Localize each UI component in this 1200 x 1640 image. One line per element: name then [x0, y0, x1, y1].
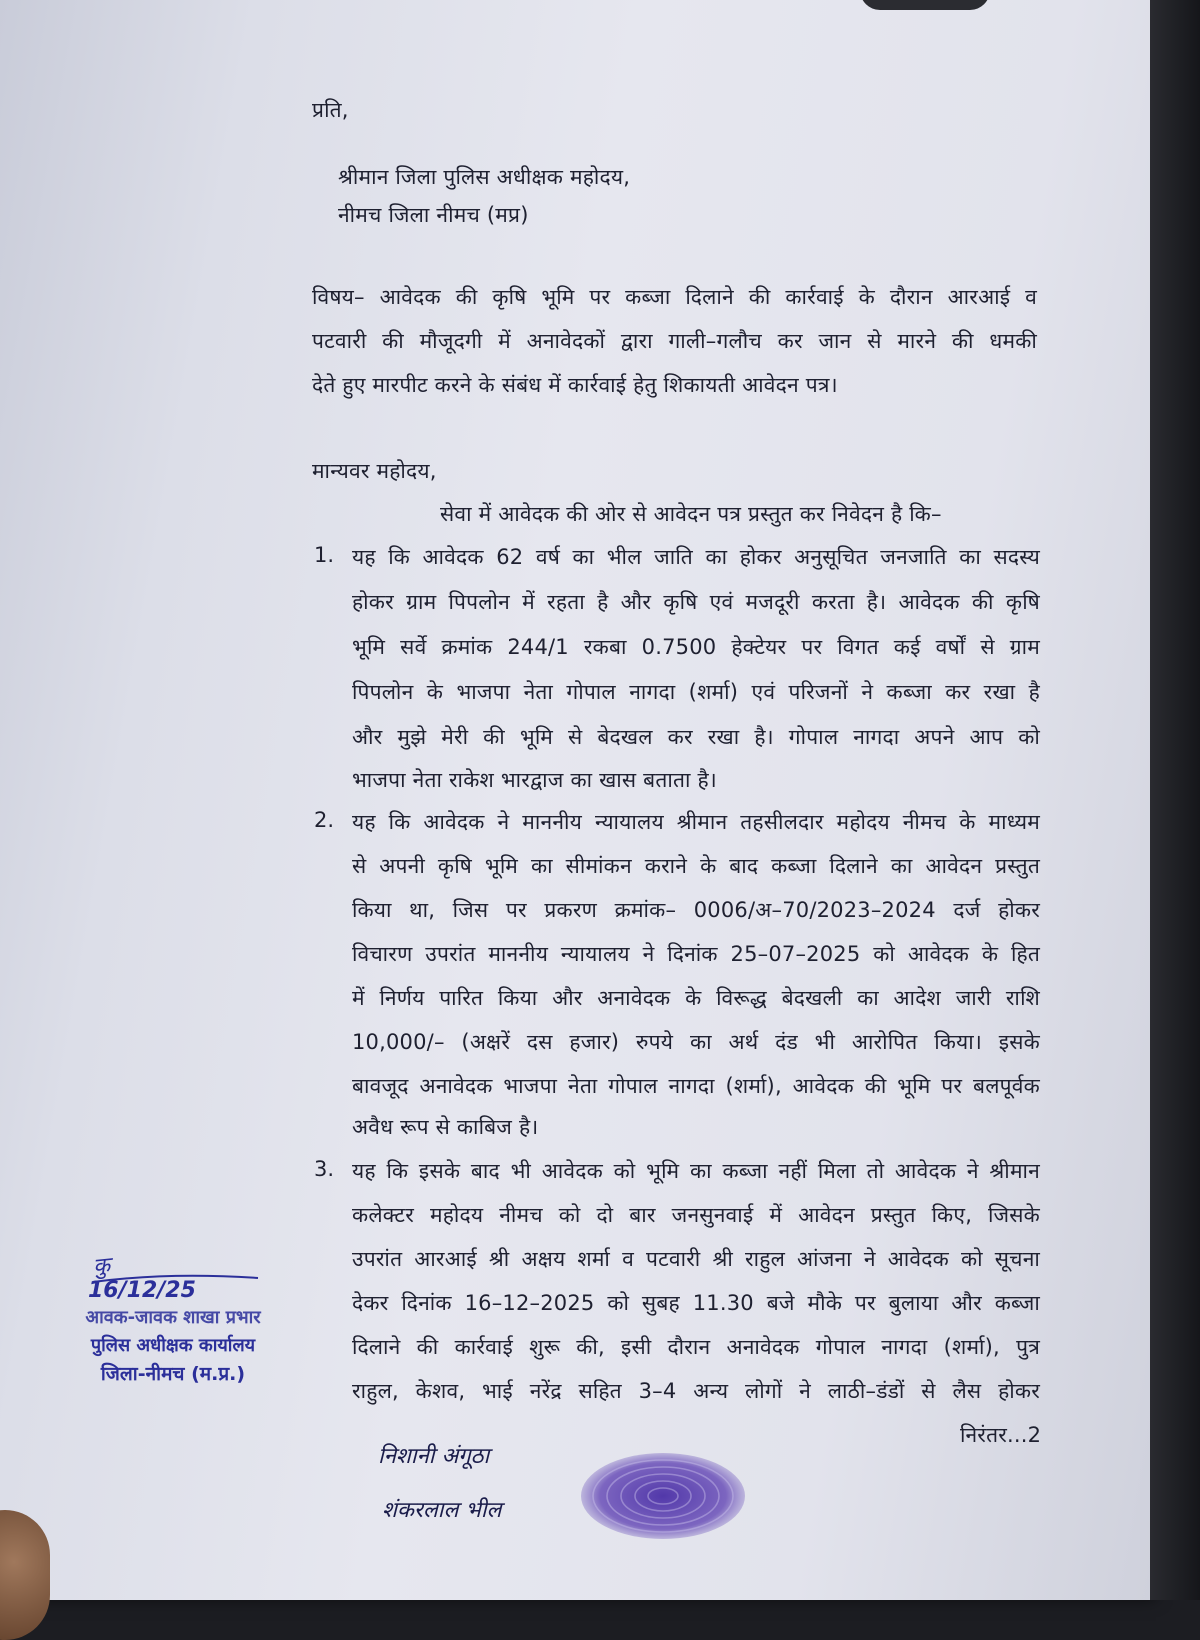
addressee-line-2: नीमच जिला नीमच (मप्र) [338, 203, 529, 227]
greeting: मान्यवर महोदय, [312, 459, 437, 483]
subject-line-1: विषय– आवेदक की कृषि भूमि पर कब्जा दिलाने की कार्रवाई के दौरान आरआई व [312, 285, 1037, 309]
point-3-line: उपरांत आरआई श्री अक्षय शर्मा व पटवारी श्री राहुल आंजना ने आवेदक को सूचना [352, 1247, 1040, 1271]
point-3-number: 3. [314, 1157, 335, 1181]
point-3-line: राहुल, केशव, भाई नरेंद्र सहित 3–4 अन्य लोगों ने लाठी–डंडों से लैस होकर [352, 1379, 1040, 1403]
stamp-line-3: जिला-नीमच (म.प्र.) [100, 1363, 246, 1385]
point-2-line: अवैध रूप से काबिज है। [352, 1115, 539, 1139]
background-edge [1150, 0, 1200, 1600]
point-1-line: यह कि आवेदक 62 वर्ष का भील जाति का होकर अनुसूचित जनजाति का सदस्य [352, 545, 1040, 569]
thumbprint-icon [578, 1450, 748, 1542]
signature-line-1: निशानी अंगूठा [378, 1444, 490, 1469]
point-2-line: यह कि आवेदक ने माननीय न्यायालय श्रीमान तहसीलदार महोदय नीमच के माध्यम [352, 810, 1040, 834]
point-2-line: में निर्णय पारित किया और अनावेदक के विरूद्ध बेदखली का आदेश जारी राशि [352, 986, 1040, 1010]
signature-line-2: शंकरलाल भील [382, 1498, 502, 1523]
stamp-line-1: आवक-जावक शाखा प्रभार [85, 1307, 261, 1328]
point-3-line: कलेक्टर महोदय नीमच को दो बार जनसुनवाई में आवेदन प्रस्तुत किए, जिसके [352, 1203, 1040, 1227]
point-1-line: होकर ग्राम पिपलोन में रहता है और कृषि एवं मजदूरी करता है। आवेदक की कृषि [352, 590, 1040, 614]
point-2-line: 10,000/– (अक्षरें दस हजार) रुपये का अर्थ दंड भी आरोपित किया। इसके [352, 1030, 1040, 1054]
intro-line: सेवा में आवेदक की ओर से आवेदन पत्र प्रस्तुत कर निवेदन है कि– [440, 502, 942, 526]
point-3-line: दिलाने की कार्रवाई शुरू की, इसी दौरान अनावेदक गोपाल नागदा (शर्मा), पुत्र [352, 1335, 1040, 1359]
point-2-line: विचारण उपरांत माननीय न्यायालय ने दिनांक 25–07–2025 को आवेदक के हित [352, 942, 1040, 966]
salutation-to: प्रति, [312, 98, 349, 122]
point-1-line: और मुझे मेरी की भूमि से बेदखल कर रखा है। गोपाल नागदा अपने आप को [352, 725, 1040, 749]
receipt-stamp [38, 1250, 308, 1400]
subject-line-3: देते हुए मारपीट करने के संबंध में कार्रवाई हेतु शिकायती आवेदन पत्र। [312, 373, 838, 397]
point-1-number: 1. [314, 543, 335, 567]
finger [0, 1510, 50, 1640]
point-2-line: किया था, जिस पर प्रकरण क्रमांक– 0006/अ–70/2023–2024 दर्ज होकर [352, 898, 1040, 922]
point-1-line: भूमि सर्वे क्रमांक 244/1 रकबा 0.7500 हेक्टेयर पर विगत कई वर्षों से ग्राम [352, 635, 1040, 659]
addressee-line-1: श्रीमान जिला पुलिस अधीक्षक महोदय, [338, 165, 631, 189]
point-3-line: देकर दिनांक 16–12–2025 को सुबह 11.30 बजे मौके पर बुलाया और कब्जा [352, 1291, 1040, 1315]
stamp-initial: कु [91, 1253, 112, 1280]
background-object [860, 0, 990, 10]
point-3-line: यह कि इसके बाद भी आवेदक को भूमि का कब्जा नहीं मिला तो आवेदक ने श्रीमान [352, 1159, 1040, 1183]
continued-note: निरंतर...2 [960, 1423, 1042, 1447]
point-2-line: से अपनी कृषि भूमि का सीमांकन कराने के बाद कब्जा दिलाने का आवेदन प्रस्तुत [352, 854, 1040, 878]
point-1-line: पिपलोन के भाजपा नेता गोपाल नागदा (शर्मा) एवं परिजनों ने कब्जा कर रखा है [352, 680, 1040, 704]
stamp-date: 16/12/25 [88, 1278, 196, 1303]
subject-line-2: पटवारी की मौजूदगी में अनावेदकों द्वारा गाली–गलौच कर जान से मारने की धमकी [312, 329, 1037, 353]
point-2-line: बावजूद अनावेदक भाजपा नेता गोपाल नागदा (शर्मा), आवेदक की भूमि पर बलपूर्वक [352, 1074, 1040, 1098]
point-2-number: 2. [314, 808, 335, 832]
stamp-line-2: पुलिस अधीक्षक कार्यालय [90, 1335, 256, 1356]
point-1-line: भाजपा नेता राकेश भारद्वाज का खास बताता है। [352, 768, 717, 792]
